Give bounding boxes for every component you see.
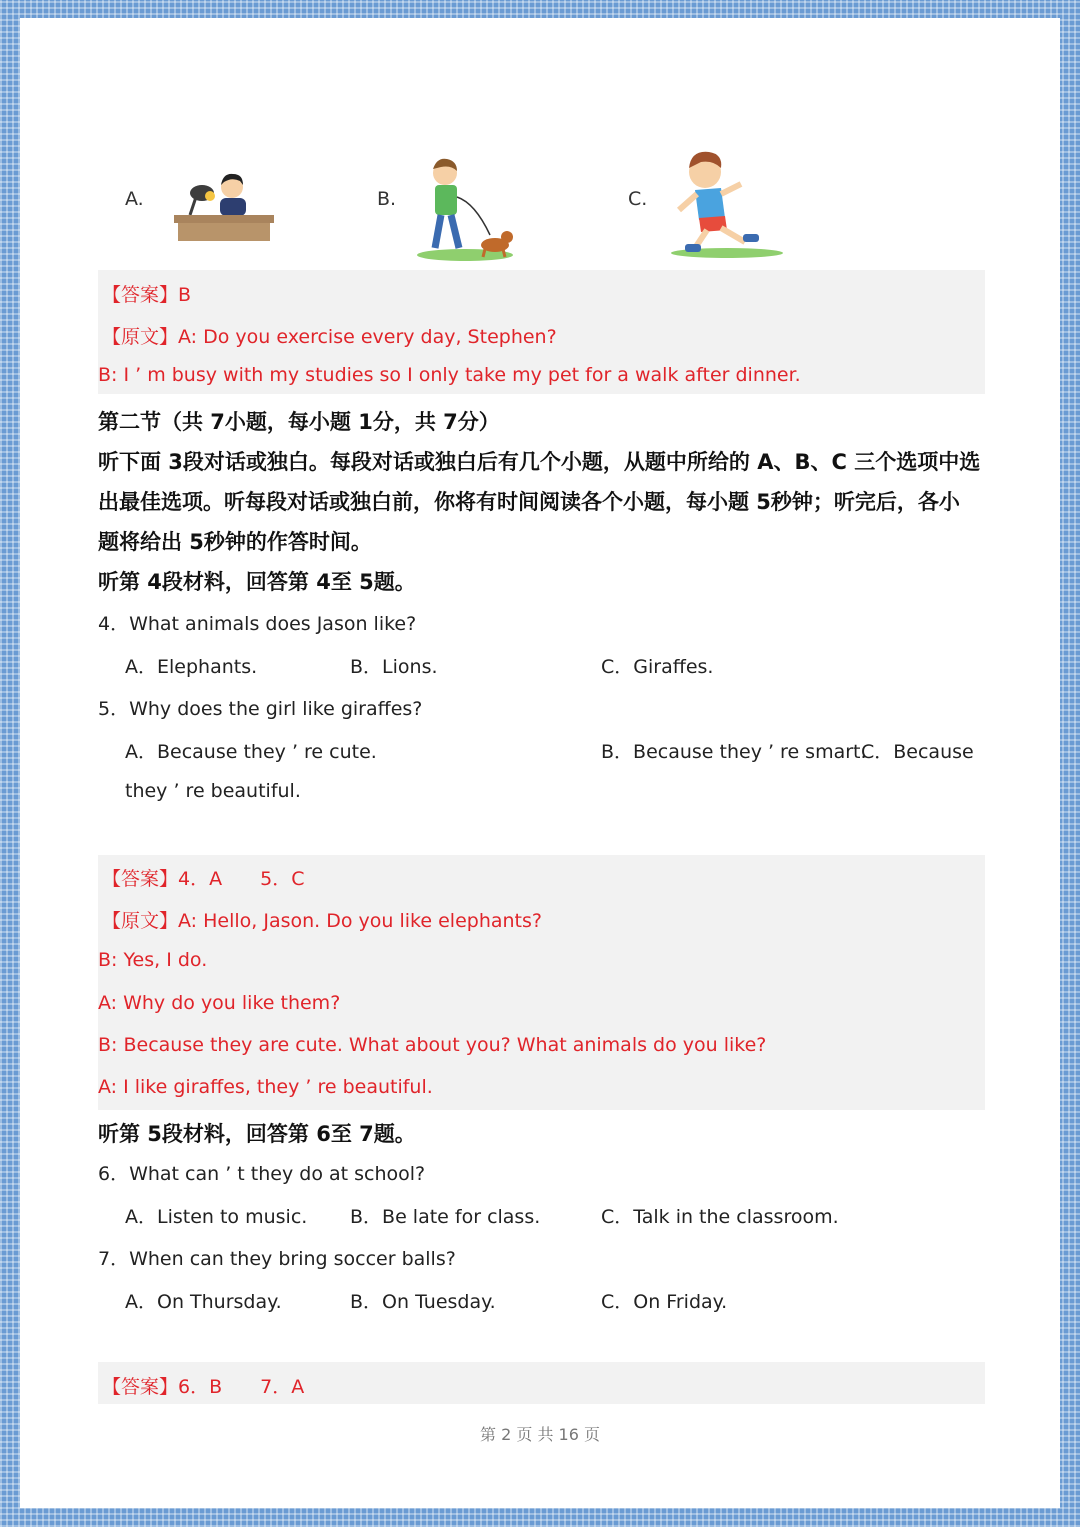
question-5-option-c[interactable]: C．Because (861, 741, 974, 763)
answer-tag: 【答案】 (102, 868, 179, 890)
question-4-option-a[interactable]: A．Elephants. (125, 656, 258, 678)
question-4-option-b[interactable]: B．Lions. (350, 656, 438, 678)
answer-box-2 (98, 855, 985, 1110)
source-tag: 【原文】 (102, 910, 179, 932)
answer-value: 6．B 7．A (178, 1376, 305, 1398)
question-6: 6．What can ’ t they do at school? (98, 1163, 426, 1185)
section-heading: 第二节（共 7小题，每小题 1分，共 7分） (98, 410, 500, 434)
page-number-footer: 第 2 页 共 16 页 (480, 1425, 600, 1444)
source-tag: 【原文】 (102, 326, 179, 348)
answer-line-3 (102, 1372, 304, 1399)
question-4: 4．What animals does Jason like? (98, 613, 417, 635)
picture-option-b-label: B. (377, 188, 397, 210)
question-6-option-b[interactable]: B．Be late for class. (350, 1206, 541, 1228)
question-7-option-a[interactable]: A．On Thursday. (125, 1291, 282, 1313)
answer-value: B (178, 284, 192, 306)
document-page (20, 18, 1060, 1508)
question-6-option-a[interactable]: A．Listen to music. (125, 1206, 308, 1228)
question-5: 5．Why does the girl like giraffes? (98, 698, 423, 720)
picture-option-a-label: A. (125, 188, 144, 210)
instructions-line-3: 题将给出 5秒钟的作答时间。 (98, 530, 372, 554)
source-line-1 (102, 322, 557, 349)
answer-line-2 (102, 864, 304, 891)
answer-tag: 【答案】 (102, 1376, 179, 1398)
source-line-2-5: A: I like giraffes, they ’ re beautiful. (98, 1076, 433, 1098)
question-7-option-c[interactable]: C．On Friday. (601, 1291, 728, 1313)
running-boy-picture (665, 146, 785, 261)
answer-value: 4．A 5．C (178, 868, 305, 890)
source-line-2-2: B: Yes, I do. (98, 949, 208, 971)
source-text: A: Do you exercise every day, Stephen? (178, 326, 557, 348)
source-line-2-3: A: Why do you like them? (98, 992, 341, 1014)
material-5-heading: 听第 5段材料，回答第 6至 7题。 (98, 1122, 416, 1146)
instructions-line-2: 出最佳选项。听每段对话或独白前，你将有时间阅读各个小题，每小题 5秒钟；听完后，各小 (98, 490, 960, 514)
question-5-option-c-continued[interactable]: they ’ re beautiful. (125, 780, 301, 802)
source-line-2: B: I ’ m busy with my studies so I only take my pet for a walk after dinner. (98, 364, 801, 386)
source-text: A: Hello, Jason. Do you like elephants? (178, 910, 542, 932)
answer-tag: 【答案】 (102, 284, 179, 306)
question-7-option-b[interactable]: B．On Tuesday. (350, 1291, 496, 1313)
walking-dog-picture (415, 153, 515, 263)
question-6-option-c[interactable]: C．Talk in the classroom. (601, 1206, 839, 1228)
question-5-option-a[interactable]: A．Because they ’ re cute. (125, 741, 377, 763)
source-line-2-4: B: Because they are cute. What about you? What animals do you like? (98, 1034, 767, 1056)
instructions-line-1: 听下面 3段对话或独白。每段对话或独白后有几个小题，从题中所给的 A、B、C 三个选项中选 (98, 450, 981, 474)
question-4-option-c[interactable]: C．Giraffes. (601, 656, 714, 678)
studying-boy-picture (170, 163, 280, 243)
question-7: 7．When can they bring soccer balls? (98, 1248, 456, 1270)
answer-line-1 (102, 280, 191, 307)
picture-option-c-label: C. (628, 188, 648, 210)
question-5-option-b[interactable]: B．Because they ’ re smart. (601, 741, 867, 763)
source-line-2-1 (102, 906, 542, 933)
material-4-heading: 听第 4段材料，回答第 4至 5题。 (98, 570, 416, 594)
